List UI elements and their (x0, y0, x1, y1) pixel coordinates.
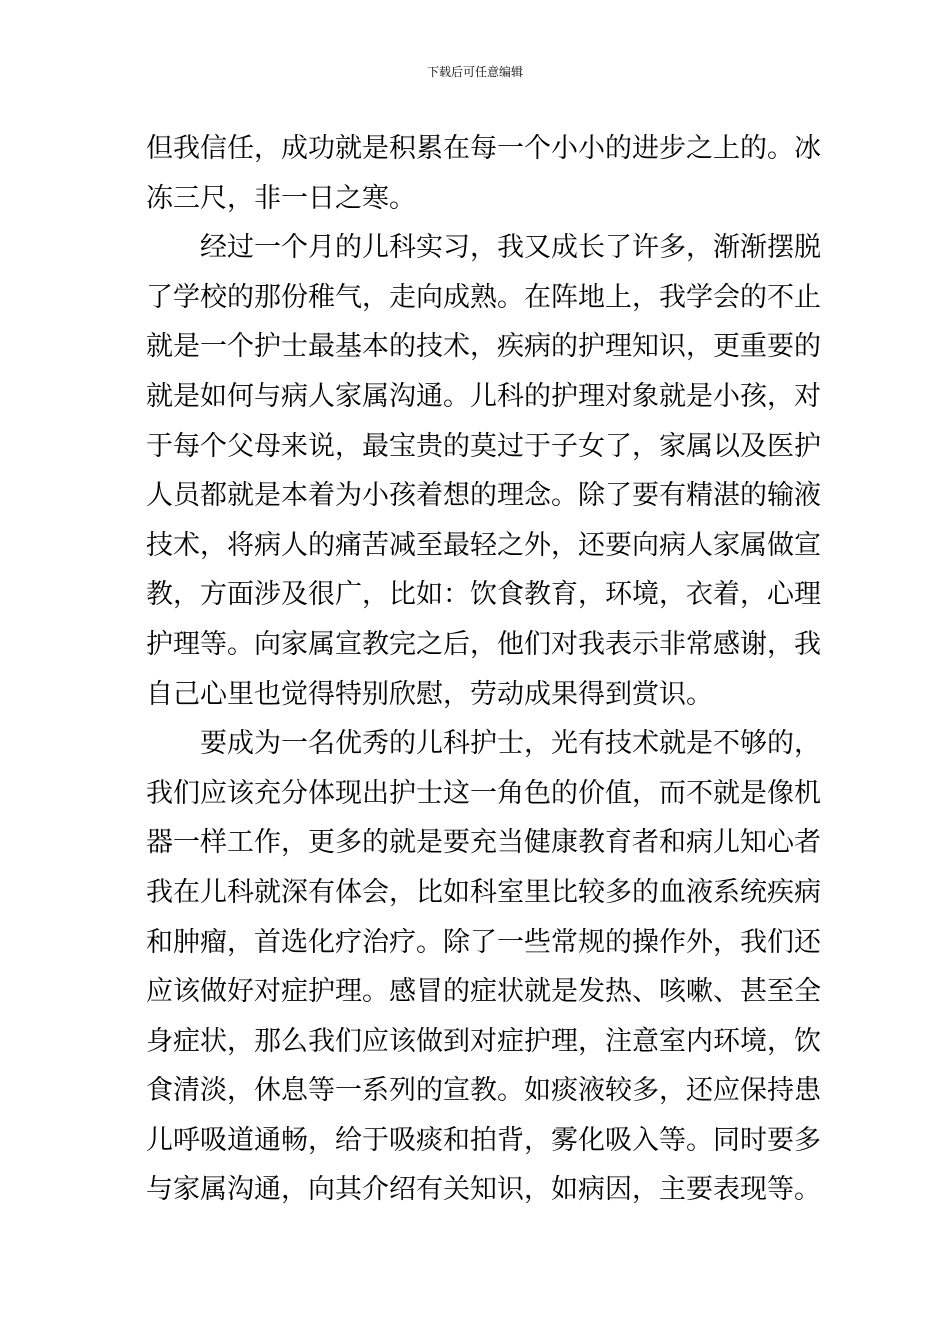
text-line: 经过一个月的儿科实习，我又成长了许多，渐渐摆脱 (146, 232, 821, 264)
text-line: 护理等。向家属宣教完之后，他们对我表示非常感谢，我 (146, 628, 821, 660)
text-line: 但我信任，成功就是积累在每一个小小的进步之上的。冰 (146, 133, 821, 164)
text-line: 教，方面涉及很广，比如：饮食教育，环境，衣着，心理 (146, 579, 821, 611)
text-line: 就是如何与病人家属沟通。儿科的护理对象就是小孩，对 (146, 380, 821, 412)
text-line: 我们应该充分体现出护士这一角色的价值，而不就是像机 (146, 777, 821, 809)
text-line: 于每个父母来说，最宝贵的莫过于子女了，家属以及医护 (146, 430, 821, 462)
text-line: 食清淡，休息等一系列的宣教。如痰液较多，还应保持患 (146, 1075, 821, 1107)
text-line: 我在儿科就深有体会，比如科室里比较多的血液系统疾病 (146, 876, 821, 908)
text-line: 就是一个护士最基本的技术，疾病的护理知识，更重要的 (146, 331, 821, 363)
text-line: 与家属沟通，向其介绍有关知识，如病因，主要表现等。 (146, 1174, 821, 1206)
page-header: 下载后可任意编辑 (426, 65, 523, 79)
text-line: 应该做好对症护理。感冒的症状就是发热、咳嗽、甚至全 (146, 976, 821, 1008)
text-line: 要成为一名优秀的儿科护士，光有技术就是不够的， (146, 728, 821, 760)
text-line: 儿呼吸道通畅，给于吸痰和拍背，雾化吸入等。同时要多 (146, 1124, 821, 1156)
body-text (146, 124, 821, 1215)
text-line: 了学校的那份稚气，走向成熟。在阵地上，我学会的不止 (146, 281, 821, 313)
text-line: 器一样工作，更多的就是要充当健康教育者和病儿知心者 (146, 827, 821, 859)
text-line: 冻三尺，非一日之寒。 (146, 182, 416, 214)
text-line: 和肿瘤，首选化疗治疗。除了一些常规的操作外，我们还 (146, 926, 821, 958)
text-line: 自己心里也觉得特别欣慰，劳动成果得到赏识。 (146, 678, 713, 710)
text-line: 身症状，那么我们应该做到对症护理，注意室内环境，饮 (146, 1025, 821, 1057)
text-line: 技术，将病人的痛苦减至最轻之外，还要向病人家属做宣 (146, 529, 821, 561)
text-line: 人员都就是本着为小孩着想的理念。除了要有精湛的输液 (146, 480, 821, 512)
